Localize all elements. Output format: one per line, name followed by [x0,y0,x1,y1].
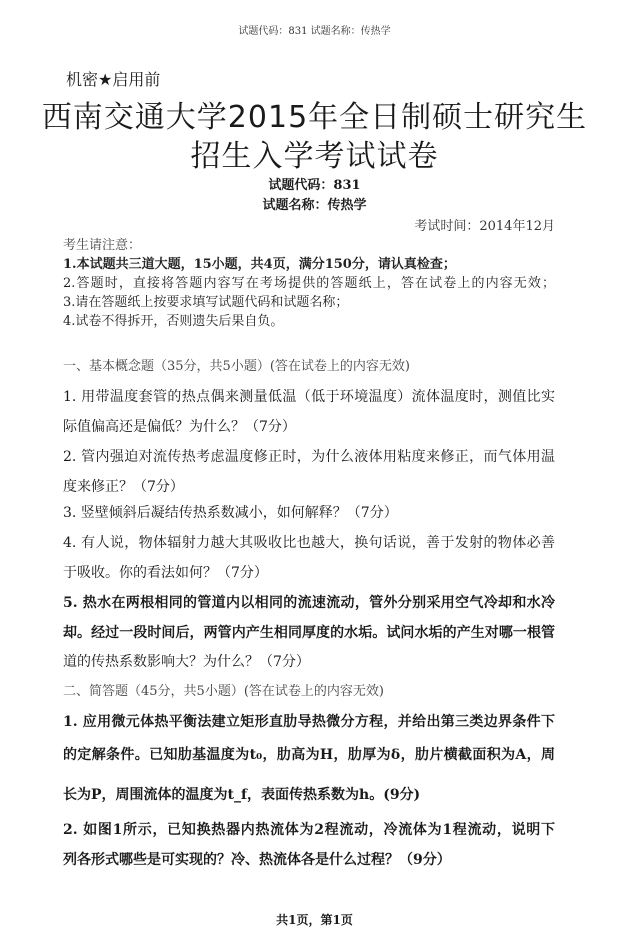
question-line: 际值偏高还是偏低？为什么？（7分） [63,419,296,435]
notice-item: 1.本试题共三道大题，15小题，共4页，满分150分，请认真检查； [63,257,456,272]
question-line: 2. 管内强迫对流传热考虑温度修正时，为什么液体用粘度来修正，而气体用温 [63,449,555,465]
notice-item: 4.试卷不得拆开，否则遗失后果自负。 [63,314,284,329]
exam-title-line2: 招生入学考试试卷 [190,139,439,174]
running-header: 试题代码：831 试题名称：传热学 [238,26,391,37]
question-line: 1. 用带温度套管的热点偶来测量低温（低于环境温度）流体温度时，测值比实 [63,389,555,405]
notice-item: 3.请在答题纸上按要求填写试题代码和试题名称； [63,295,349,310]
question-line: 却。经过一段时间后，两管内产生相同厚度的水垢。试问水垢的产生对哪一根管 [63,625,555,641]
exam-code: 试题代码：831 [268,178,361,193]
exam-title-line1: 西南交通大学2015年全日制硕士研究生 [41,100,588,135]
page-footer: 共1页，第1页 [276,913,353,927]
section1-heading: 一、基本概念题（35分，共5小题）(答在试卷上的内容无效) [63,359,410,374]
question-line: 4. 有人说，物体辐射力越大其吸收比也越大，换句话说，善于发射的物体必善 [63,535,555,551]
exam-name: 试题名称：传热学 [262,198,367,213]
exam-time: 考试时间：2014年12月 [414,219,555,234]
question-line: 道的传热系数影响大？为什么？（7分） [63,654,310,670]
question-line: 列各形式哪些是可实现的？冷、热流体各是什么过程？（9分） [63,852,451,868]
question-line: 于吸收。你的看法如何？（7分） [63,565,268,581]
question-line: 3. 竖壁倾斜后凝结传热系数减小，如何解释？（7分） [63,505,398,521]
question-line: 的定解条件。已知肋基温度为t₀，肋高为H，肋厚为δ，肋片横截面积为A，周 [63,747,555,763]
section2-heading: 二、简答题（45分，共5小题）(答在试卷上的内容无效) [63,684,384,699]
notice-heading: 考生请注意： [63,238,142,253]
question-line: 长为P，周围流体的温度为t_f，表面传热系数为h。(9分) [63,787,421,803]
confidential-label: 机密★启用前 [66,70,161,89]
notice-item: 2.答题时，直接将答题内容写在考场提供的答题纸上，答在试卷上的内容无效； [63,276,555,291]
question-line: 2. 如图1所示，已知换热器内热流体为2程流动，冷流体为1程流动，说明下 [63,822,555,838]
question-line: 1. 应用微元体热平衡法建立矩形直肋导热微分方程，并给出第三类边界条件下 [63,714,555,730]
question-line: 度来修正？（7分） [63,479,184,495]
question-line: 5. 热水在两根相同的管道内以相同的流速流动，管外分别采用空气冷却和水冷 [63,595,555,611]
